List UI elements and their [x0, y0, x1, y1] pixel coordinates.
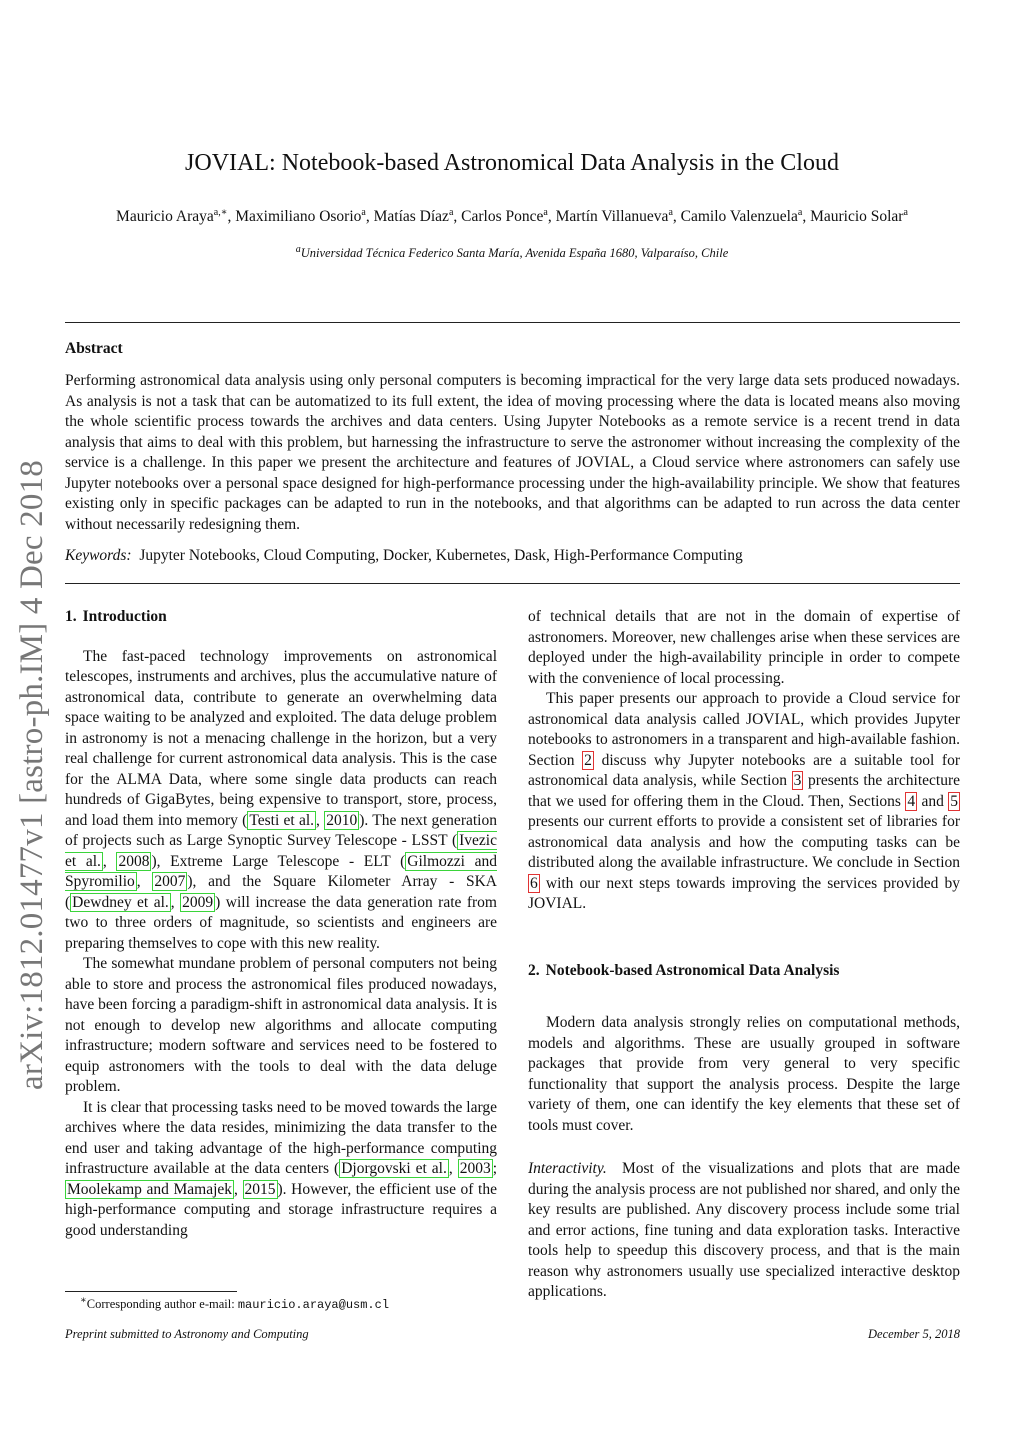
footnote: ∗Corresponding author e-mail: mauricio.araya@usm.cl	[80, 1294, 390, 1312]
section2-paragraph-1: Modern data analysis strongly relies on computational methods, models and algorithms. These are usually grouped in software packages that provide from very general to very specific functionality that support the analysis process. Despite the large variety of them, one can identify the key elements that these set of tools must cover.	[528, 1014, 960, 1134]
citation-link[interactable]: 2009	[182, 893, 214, 911]
intro-paragraph-3: It is clear that processing tasks need to be moved towards the large archives where the data resides, minimizing the data transfer to the end user and taking advantage of the high-performance computing infrastructure available at the data centers ( Djorgovski et al. , 2003 ; Moolekamp and Mamajek , 2015 ). However, the efficient use of the high-performance computing and storage infrastructure requires a good understanding	[65, 1098, 498, 1239]
citation-link[interactable]: 2003	[459, 1160, 491, 1177]
citation-link[interactable]: 2008	[118, 852, 150, 870]
author-email[interactable]: mauricio.araya@usm.cl	[237, 1298, 390, 1312]
interactivity-paragraph: Interactivity. Most of the visualizations and plots that are made during the analysis process are not published nor shared, and only the key results are published. Any discovery process include some trial and error actions, fine tuning and data exploration tasks. Interactive tools help to speedup this discovery process, and that is the main reason why astronomers usually use specialized interactive desktop applications.	[528, 1160, 960, 1300]
right-column	[528, 607, 960, 1303]
author: Maximiliano Osorio$^a$	[235, 206, 366, 225]
intro-paragraph-continued: of technical details that are not in the domain of expertise of astronomers. Moreover, new challenges arise when these services are deployed under the high-availability principle in order to compete with the convenience of local processing.	[528, 608, 960, 687]
arxiv-stamp: arXiv:1812.01477v1 [astro-ph.IM] 4 Dec 2018	[14, 460, 50, 1090]
footer-journal: Preprint submitted to Astronomy and Computing	[65, 1327, 309, 1341]
citation-link[interactable]: Gilmozzi and Spyromilio	[65, 852, 498, 890]
abstract-rule	[65, 583, 960, 584]
author: Mauricio Araya$^{a,∗}$	[116, 206, 228, 225]
section-ref-link[interactable]: 4	[907, 792, 916, 810]
author: Mauricio Solar$^a$	[810, 206, 908, 225]
author: Carlos Ponce$^a$	[461, 206, 548, 225]
abstract-text: Performing astronomical data analysis using only personal computers is becoming impractical for the very large data sets produced nowadays. As analysis is not a task that can be automatized to its full extent, the idea of moving processing where the data is located means also moving the whole scientific process towards the archives and data centers. Using Jupyter Notebooks as a remote service is a recent trend in data analysis that aims to deal with this problem, but harnessing the infrastructure to serve the astronomer without increasing the complexity of the service is a challenge. In this paper we present the architecture and features of JOVIAL, a Cloud service where astronomers can safely use Jupyter notebooks over a personal space designed for high-performance processing under the high-availability principle. We show that features existing only in specific packages can be adapted to run in the notebooks, and that algorithms can be adapted to run across the data center without necessarily redesigning them.	[65, 372, 960, 533]
citation-link[interactable]: Ivezic et al.	[65, 832, 497, 870]
intro-paragraph-1: The fast-paced technology improvements on astronomical telescopes, instruments and archives, plus the accumulative nature of astronomical data, contribute to generate an overwhelming data space waiting to be analyzed and exploited. The data deluge problem in astronomy is not a menacing challenge in the horizon, but a very real challenge for current astronomical data analysis. This is the case for the ALMA Data, where some single data products can reach hundreds of GigaBytes, being expensive to transport, store, process, and load them into memory ( Testi et al. , 2010 ). The next generation of projects such as Large Synoptic Survey Telescope - LSST ( Ivezic et al. , 2008 ), Extreme Large Telescope - ELT ( Gilmozzi and Spyromilio , 2007 ), and the Square Kilometer Array - SKA ( Dewdney et al. , 2009 ) will increase the data generation rate from two to three orders of magnitude, so scientists and engineers are preparing themselves to cope with this new reality.	[65, 647, 498, 952]
section-ref-link[interactable]: 2	[584, 751, 592, 769]
section-ref-link[interactable]: 6	[530, 874, 538, 892]
keywords	[65, 547, 960, 565]
section-heading-notebook: 2. Notebook-based Astronomical Data Analysis	[528, 961, 840, 979]
section-ref-link[interactable]: 5	[950, 792, 958, 810]
intro-paragraph-2: The somewhat mundane problem of personal computers not being able to store and process the astronomical files produced nowadays, have been forcing a paradigm-shift in astronomical data analysis. It is not enough to develop new algorithms and allocate computing infrastructure; modern software and services need to be fostered to equip astronomers with the tools to deal with the data deluge problem.	[65, 955, 497, 1095]
left-column	[65, 607, 497, 1241]
section-ref-link[interactable]: 3	[793, 772, 802, 789]
citation-link[interactable]: Moolekamp and Mamajek	[67, 1180, 233, 1198]
citation-link[interactable]: Dewdney et al.	[72, 893, 169, 911]
keywords-text: Jupyter Notebooks, Cloud Computing, Docker, Kubernetes, Dask, High-Performance Computing	[139, 547, 743, 564]
section-heading-introduction: 1. Introduction	[65, 608, 167, 625]
author: Martín Villanueva$^a$	[555, 206, 673, 225]
affiliation: $^a$Universidad Técnica Federico Santa María, Avenida España 1680, Valparaíso, Chile	[295, 243, 729, 260]
footnote-rule	[65, 1291, 237, 1292]
author-list: Mauricio Araya$^{a,∗}$, Maximiliano Osorio$^a$, Matías Díaz$^a$, Carlos Ponce$^a$, Martín Villanueva$^a$, Camilo Valenzuela$^a$, Mauricio Solar$^a$	[116, 206, 908, 225]
intro-paragraph-4: This paper presents our approach to provide a Cloud service for astronomical data analysis called JOVIAL, which provides Jupyter notebooks to astronomers in a transparent and high-available fashion. Section 2 discuss why Jupyter notebooks are a suitable tool for astronomical data analysis, while Section 3 presents the architecture that we used for offering them in the Cloud. Then, Sections 4 and 5 presents our current efforts to provide a consistent set of libraries for astronomical data analysis and how the computing tasks can be distributed along the available infrastructure. We conclude in Section 6 with our next steps towards improving the services provided by JOVIAL.	[528, 690, 960, 912]
citation-link[interactable]: 2010	[326, 811, 358, 829]
citation-link[interactable]: 2007	[154, 873, 186, 890]
paper-title: JOVIAL: Notebook-based Astronomical Data Analysis in the Cloud	[185, 150, 839, 176]
citation-link[interactable]: 2015	[244, 1180, 276, 1198]
abstract-heading: Abstract	[65, 340, 123, 357]
keywords-label: Keywords:	[65, 547, 132, 564]
interactivity-lead: Interactivity.	[528, 1160, 607, 1177]
author: Camilo Valenzuela$^a$	[680, 206, 803, 225]
author: Matías Díaz$^a$	[373, 206, 454, 225]
top-rule	[65, 322, 960, 323]
citation-link[interactable]: Testi et al.	[249, 811, 315, 829]
citation-link[interactable]: Djorgovski et al.	[341, 1160, 447, 1177]
footer-date: December 5, 2018	[868, 1327, 960, 1341]
